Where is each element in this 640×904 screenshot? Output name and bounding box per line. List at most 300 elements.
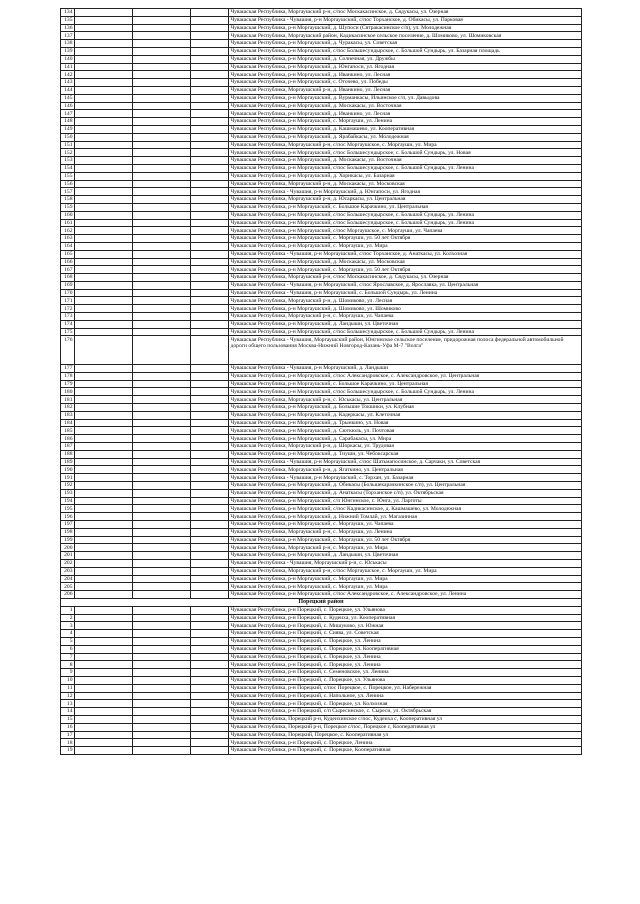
table-row [61, 55, 582, 63]
row-number-cell: 10 [61, 676, 75, 684]
cadastral-number-cell [75, 637, 133, 645]
address-cell: Чувашская Республика, Моргаушский р-н, д. Шоркасы, ул. Трудовая [229, 443, 582, 451]
cadastral-number-cell [75, 180, 133, 188]
cadastral-number-cell [133, 661, 191, 669]
table-row [61, 637, 582, 645]
table-row [61, 180, 582, 188]
cadastral-number-cell [191, 86, 229, 94]
cadastral-number-cell [191, 47, 229, 55]
table-row [61, 250, 582, 258]
row-number-cell: 134 [61, 9, 75, 17]
table-row [61, 63, 582, 71]
cadastral-number-cell [75, 427, 133, 435]
row-number-cell: 152 [61, 149, 75, 157]
cadastral-number-cell [191, 196, 229, 204]
row-number-cell: 146 [61, 102, 75, 110]
table-row [61, 305, 582, 313]
cadastral-number-cell [191, 16, 229, 24]
cadastral-number-cell [133, 443, 191, 451]
cadastral-number-cell [133, 242, 191, 250]
cadastral-number-cell [75, 118, 133, 126]
cadastral-number-cell [191, 505, 229, 513]
cadastral-number-cell [75, 606, 133, 614]
cadastral-number-cell [133, 544, 191, 552]
table-row [61, 242, 582, 250]
table-row [61, 575, 582, 583]
cadastral-number-cell [75, 102, 133, 110]
cadastral-number-cell [191, 521, 229, 529]
address-cell: Чувашская Республика, р-н Моргаушский, с/п Юнгинское, с. Юнга, ул. Ларготы [229, 497, 582, 505]
cadastral-number-cell [191, 164, 229, 172]
table-row [61, 227, 582, 235]
row-number-cell: 15 [61, 715, 75, 723]
cadastral-number-cell [133, 388, 191, 396]
cadastral-number-cell [191, 125, 229, 133]
cadastral-number-cell [133, 731, 191, 739]
address-cell: Чувашская Республика, р-н Моргаушский, д. Сарабакасы, ул. Мира [229, 435, 582, 443]
address-cell: Чувашская Республика, р-н Моргаушский, д. Сюткюль, ул. Почтовая [229, 427, 582, 435]
cadastral-number-cell [75, 567, 133, 575]
cadastral-number-cell [133, 723, 191, 731]
cadastral-number-cell [191, 9, 229, 17]
address-cell: Чувашская Республика, р-н Моргаушский, д. Вурманкасы, Ильинское с/п, ул. Давыдова [229, 94, 582, 102]
table-row [61, 739, 582, 747]
table-row [61, 258, 582, 266]
cadastral-number-cell [133, 372, 191, 380]
table-row [61, 274, 582, 282]
address-cell: Чувашская Республика, Моргаушский р-н, с/пос Моргаушское, с. Моргауши, ул. Мира [229, 567, 582, 575]
cadastral-number-cell [75, 388, 133, 396]
cadastral-number-cell [75, 274, 133, 282]
cadastral-number-cell [191, 203, 229, 211]
row-number-cell: 202 [61, 559, 75, 567]
address-cell: Чувашская Республика, р-н Моргаушский, д. Ландыши, ул. Цветочная [229, 320, 582, 328]
cadastral-number-cell [191, 544, 229, 552]
table-row [61, 396, 582, 404]
cadastral-number-cell [133, 505, 191, 513]
cadastral-number-cell [191, 715, 229, 723]
cadastral-number-cell [133, 513, 191, 521]
cadastral-number-cell [191, 731, 229, 739]
table-row [61, 427, 582, 435]
table-row [61, 118, 582, 126]
table-row [61, 71, 582, 79]
cadastral-number-cell [191, 380, 229, 388]
cadastral-number-cell [75, 661, 133, 669]
row-number-cell: 188 [61, 450, 75, 458]
cadastral-number-cell [133, 411, 191, 419]
address-cell: Чувашская Республика, р-н Моргаушский, с. Моргауши, ул. 50 лет Октября [229, 536, 582, 544]
cadastral-number-cell [191, 32, 229, 40]
cadastral-number-cell [75, 242, 133, 250]
row-number-cell: 162 [61, 227, 75, 235]
cadastral-number-cell [133, 622, 191, 630]
cadastral-number-cell [133, 458, 191, 466]
row-number-cell: 192 [61, 482, 75, 490]
cadastral-number-cell [191, 443, 229, 451]
cadastral-number-cell [75, 227, 133, 235]
cadastral-number-cell [133, 336, 191, 365]
cadastral-number-cell [75, 435, 133, 443]
cadastral-number-cell [133, 16, 191, 24]
cadastral-number-cell [191, 622, 229, 630]
row-number-cell: 159 [61, 203, 75, 211]
cadastral-number-cell [191, 591, 229, 599]
cadastral-number-cell [191, 188, 229, 196]
table-row [61, 388, 582, 396]
cadastral-number-cell [75, 474, 133, 482]
cadastral-number-cell [133, 32, 191, 40]
address-cell: Чувашская Республика, р-н Моргаушский, с. Моргауши, ул. 50 лет Октября [229, 266, 582, 274]
cadastral-number-cell [133, 24, 191, 32]
row-number-cell: 154 [61, 164, 75, 172]
row-number-cell: 13 [61, 700, 75, 708]
cadastral-number-cell [75, 614, 133, 622]
table-row [61, 536, 582, 544]
cadastral-number-cell [75, 55, 133, 63]
cadastral-number-cell [191, 575, 229, 583]
cadastral-number-cell [75, 40, 133, 48]
row-number-cell: 156 [61, 180, 75, 188]
cadastral-number-cell [75, 266, 133, 274]
table-row [61, 188, 582, 196]
row-number-cell: 169 [61, 281, 75, 289]
address-cell: Чувашская Республика, Порецкий р-н, Порецкое с/пос, Порецкое с, Кооперативная ул [229, 723, 582, 731]
address-cell: Чувашская Республика, р-н Моргаушский, д. Ярабайкасы, ул. Молодежная [229, 133, 582, 141]
cadastral-number-cell [75, 79, 133, 87]
cadastral-number-cell [191, 266, 229, 274]
cadastral-number-cell [133, 219, 191, 227]
table-row [61, 567, 582, 575]
address-cell: Чувашская Республика - Чувашия, р-н Моргаушский, с/пос Торханское, д. Обикасы, ул. Парковая [229, 16, 582, 24]
address-cell: Чувашская Республика, Моргаушский р-н, д. Юсаркасы, ул. Центральная [229, 196, 582, 204]
cadastral-number-cell [75, 305, 133, 313]
row-number-cell: 204 [61, 575, 75, 583]
address-cell: Чувашская Республика, р-н Порецкий, с/пос Порецкое, с. Порецкое, ул. Набережная [229, 684, 582, 692]
row-number-cell: 160 [61, 211, 75, 219]
cadastral-number-cell [75, 575, 133, 583]
cadastral-number-cell [75, 16, 133, 24]
table-row [61, 700, 582, 708]
cadastral-number-cell [133, 552, 191, 560]
row-number-cell: 150 [61, 133, 75, 141]
cadastral-number-cell [133, 40, 191, 48]
row-number-cell: 151 [61, 141, 75, 149]
address-cell: Чувашская Республика - Чувашия, Моргаушский р-н, с. Юськасы [229, 559, 582, 567]
table-row [61, 336, 582, 365]
cadastral-number-cell [75, 583, 133, 591]
table-row [61, 528, 582, 536]
cadastral-number-cell [75, 466, 133, 474]
cadastral-number-cell [75, 133, 133, 141]
cadastral-number-cell [191, 133, 229, 141]
cadastral-number-cell [75, 450, 133, 458]
cadastral-number-cell [133, 575, 191, 583]
cadastral-number-cell [191, 466, 229, 474]
table-row [61, 203, 582, 211]
cadastral-number-cell [133, 497, 191, 505]
cadastral-number-cell [133, 630, 191, 638]
cadastral-number-cell [191, 583, 229, 591]
row-number-cell: 165 [61, 250, 75, 258]
address-cell: Чувашская Республика, р-н Порецкий, с. Мишуково, ул. Южная [229, 622, 582, 630]
table-row [61, 125, 582, 133]
address-cell: Чувашская Республика, Моргаушский р-н, с. Моргауши, ул. Чапаева [229, 313, 582, 321]
row-number-cell: 17 [61, 731, 75, 739]
cadastral-number-cell [191, 211, 229, 219]
row-number-cell: 12 [61, 692, 75, 700]
address-cell: Чувашская Республика, р-н Моргаушский, с/пос Большесундырское, с. Большой Сундырь, ул. Ленина [229, 164, 582, 172]
section-header-row [61, 598, 582, 606]
address-cell: Чувашская Республика, р-н Моргаушский, с. Моргауши, ул. Мира [229, 583, 582, 591]
cadastral-number-cell [75, 188, 133, 196]
row-number-cell: 197 [61, 521, 75, 529]
cadastral-number-cell [75, 313, 133, 321]
cadastral-number-cell [75, 411, 133, 419]
row-number-cell: 168 [61, 274, 75, 282]
cadastral-number-cell [191, 747, 229, 755]
table-row [61, 235, 582, 243]
cadastral-number-cell [191, 536, 229, 544]
cadastral-number-cell [75, 258, 133, 266]
table-row [61, 723, 582, 731]
row-number-cell: 5 [61, 637, 75, 645]
cadastral-number-cell [191, 242, 229, 250]
cadastral-number-cell [133, 172, 191, 180]
cadastral-number-cell [75, 47, 133, 55]
address-cell: Чувашская Республика, р-н Порецкий, с. Порецкое, ул. Ульянова [229, 606, 582, 614]
cadastral-number-cell [191, 313, 229, 321]
cadastral-number-cell [75, 747, 133, 755]
row-number-cell: 191 [61, 474, 75, 482]
cadastral-number-cell [75, 731, 133, 739]
row-number-cell: 174 [61, 320, 75, 328]
cadastral-number-cell [191, 497, 229, 505]
cadastral-number-cell [133, 320, 191, 328]
cadastral-number-cell [133, 258, 191, 266]
table-row [61, 622, 582, 630]
register-table-body [61, 9, 582, 755]
row-number-cell: 193 [61, 489, 75, 497]
address-cell: Чувашская Республика, Моргаушский р-н, с. Моргауши, ул. Мира [229, 544, 582, 552]
address-cell: Чувашская Республика, р-н Моргаушский, д. Ландыши, ул. Цветочная [229, 552, 582, 560]
cadastral-number-cell [75, 297, 133, 305]
table-row [61, 157, 582, 165]
address-cell: Чувашская Республика, р-н Моргаушский, д. Анаткасы (Торханское с/п), ул. Октябрьская [229, 489, 582, 497]
address-cell: Чувашская Республика, Моргаушский р-н, д. Иванкино, ул. Лесная [229, 86, 582, 94]
address-cell: Чувашская Республика, р-н Моргаушский, д. Трынкино, ул. Новая [229, 419, 582, 427]
cadastral-number-cell [75, 559, 133, 567]
cadastral-number-cell [75, 219, 133, 227]
table-row [61, 544, 582, 552]
address-cell: Чувашская Республика, Моргаушский р-н, д. Москакасы, ул. Московская [229, 180, 582, 188]
cadastral-number-cell [75, 458, 133, 466]
cadastral-number-cell [75, 622, 133, 630]
cadastral-number-cell [133, 645, 191, 653]
address-cell: Чувашская Республика, р-н Порецкий, с. Порецкое, ул. Ленина [229, 637, 582, 645]
address-cell: Чувашская Республика, р-н Моргаушский, с/пос Большесундырское, с. Большой Сундырь, ул. Ленина [229, 211, 582, 219]
cadastral-number-cell [75, 645, 133, 653]
row-number-cell: 164 [61, 242, 75, 250]
table-row [61, 297, 582, 305]
cadastral-number-cell [75, 536, 133, 544]
address-cell: Чувашская Республика, р-н Моргаушский, с. Большое Карачкино, ул. Центральная [229, 203, 582, 211]
cadastral-number-cell [133, 157, 191, 165]
cadastral-number-cell [75, 513, 133, 521]
address-cell: Чувашская Республика, р-н Порецкий, с. Порецкое, ул. Кооперативная [229, 645, 582, 653]
cadastral-number-cell [133, 684, 191, 692]
cadastral-number-cell [133, 125, 191, 133]
cadastral-number-cell [191, 630, 229, 638]
row-number-cell: 187 [61, 443, 75, 451]
cadastral-number-cell [75, 739, 133, 747]
cadastral-number-cell [191, 645, 229, 653]
cadastral-number-cell [75, 715, 133, 723]
cadastral-number-cell [133, 110, 191, 118]
row-number-cell: 201 [61, 552, 75, 560]
address-cell: Чувашская Республика, р-н Моргаушский, с/пос Кадикасинское, д. Кашмашево, ул. Молодежная [229, 505, 582, 513]
address-cell: Чувашская Республика, р-н Моргаушский, с/пос Большесундырское, с. Большой Сундырь, ул. Ленина [229, 219, 582, 227]
cadastral-number-cell [133, 669, 191, 677]
address-cell: Чувашская Республика, р-н Моргаушский, д. Кадеркасы, ул. Клеточная [229, 411, 582, 419]
cadastral-number-cell [75, 110, 133, 118]
row-number-cell: 184 [61, 419, 75, 427]
address-cell: Чувашская Республика, р-н Моргаушский, д. Иванкино, ул. Лесная [229, 110, 582, 118]
address-cell: Чувашская Республика, Моргаушский р-н, д. Шомиково, ул. Лесная [229, 297, 582, 305]
address-cell: Чувашская Республика, Моргаушский р-н, с/пос Моргаушское, с. Моргауши, ул. Мира [229, 141, 582, 149]
table-row [61, 133, 582, 141]
cadastral-number-cell [133, 250, 191, 258]
table-row [61, 669, 582, 677]
address-cell: Чувашская Республика, р-н Порецкий, с. Порецкое, ул. Колхозная [229, 700, 582, 708]
cadastral-number-cell [133, 71, 191, 79]
cadastral-number-cell [191, 328, 229, 336]
cadastral-number-cell [75, 71, 133, 79]
cadastral-number-cell [75, 164, 133, 172]
table-row [61, 591, 582, 599]
address-cell: Чувашская Республика - Чувашия, р-н Моргаушский, с/пос Торханское, д. Анаткасы, ул. Колхозная [229, 250, 582, 258]
cadastral-number-cell [191, 404, 229, 412]
row-number-cell: 175 [61, 328, 75, 336]
row-number-cell: 16 [61, 723, 75, 731]
table-row [61, 684, 582, 692]
table-row [61, 482, 582, 490]
cadastral-number-cell [191, 141, 229, 149]
cadastral-number-cell [191, 63, 229, 71]
cadastral-number-cell [133, 427, 191, 435]
table-row [61, 266, 582, 274]
row-number-cell: 177 [61, 365, 75, 373]
cadastral-number-cell [191, 661, 229, 669]
cadastral-number-cell [75, 591, 133, 599]
row-number-cell: 163 [61, 235, 75, 243]
cadastral-number-cell [191, 219, 229, 227]
address-cell: Чувашская Республика - Чувашия, р-н Моргаушский, с. Большой Сундырь, ул. Ленина [229, 289, 582, 297]
cadastral-number-cell [191, 489, 229, 497]
cadastral-number-cell [75, 9, 133, 17]
address-cell: Чувашская Республика, р-н Моргаушский, д. Шупоси (Сятракасинское с/п), ул. Молодежная [229, 24, 582, 32]
row-number-cell: 145 [61, 94, 75, 102]
row-number-cell: 172 [61, 305, 75, 313]
row-number-cell: 171 [61, 297, 75, 305]
cadastral-number-cell [75, 24, 133, 32]
cadastral-number-cell [133, 435, 191, 443]
cadastral-number-cell [133, 365, 191, 373]
cadastral-number-cell [75, 653, 133, 661]
cadastral-number-cell [75, 203, 133, 211]
address-cell: Чувашская Республика, р-н Моргаушский, с/пос Александровское, с. Александровское, ул. Центральная [229, 372, 582, 380]
table-row [61, 435, 582, 443]
cadastral-number-cell [133, 692, 191, 700]
cadastral-number-cell [191, 653, 229, 661]
table-row [61, 715, 582, 723]
cadastral-number-cell [133, 55, 191, 63]
table-row [61, 196, 582, 204]
table-row [61, 505, 582, 513]
address-cell: Чувашская Республика, р-н Порецкий, с. Порецкое, ул. Ленина [229, 653, 582, 661]
address-cell: Чувашская Республика, р-н Моргаушский, д. Москакасы, ул. Восточная [229, 157, 582, 165]
row-number-cell: 194 [61, 497, 75, 505]
cadastral-number-cell [133, 567, 191, 575]
address-cell: Чувашская Республика, Моргаушский р-н, с. Моргауши, ул. Ленина [229, 528, 582, 536]
cadastral-number-cell [75, 419, 133, 427]
cadastral-number-cell [133, 94, 191, 102]
table-row [61, 466, 582, 474]
cadastral-number-cell [191, 552, 229, 560]
cadastral-number-cell [75, 94, 133, 102]
row-number-cell: 158 [61, 196, 75, 204]
address-cell: Чувашская Республика - Чувашия, р-н Моргаушский, д. Ландыши [229, 365, 582, 373]
address-cell: Чувашская Республика, р-н Порецкий, с. Кудеиха, ул. Кооперативная [229, 614, 582, 622]
cadastral-number-cell [191, 528, 229, 536]
row-number-cell: 136 [61, 24, 75, 32]
cadastral-number-cell [191, 180, 229, 188]
row-number-cell: 11 [61, 684, 75, 692]
table-row [61, 32, 582, 40]
table-row [61, 521, 582, 529]
cadastral-number-cell [133, 133, 191, 141]
cadastral-number-cell [133, 559, 191, 567]
address-cell: Чувашская Республика, р-н Порецкий, с. Сиява, ул. Советская [229, 630, 582, 638]
cadastral-number-cell [133, 235, 191, 243]
cadastral-number-cell [75, 336, 133, 365]
table-row [61, 419, 582, 427]
row-number-cell: 139 [61, 47, 75, 55]
cadastral-number-cell [191, 396, 229, 404]
table-row [61, 443, 582, 451]
cadastral-number-cell [75, 63, 133, 71]
address-cell: Чувашская Республика, Моргаушский р-н, д. Ягаткино, ул. Центральная [229, 466, 582, 474]
row-number-cell: 4 [61, 630, 75, 638]
cadastral-number-cell [191, 700, 229, 708]
register-table [60, 8, 582, 755]
table-row [61, 380, 582, 388]
cadastral-number-cell [191, 227, 229, 235]
address-cell: Чувашская Республика, р-н Моргаушский, д. Шомиково, ул. Шомиково [229, 305, 582, 313]
cadastral-number-cell [75, 141, 133, 149]
row-number-cell: 182 [61, 404, 75, 412]
table-row [61, 606, 582, 614]
row-number-cell: 195 [61, 505, 75, 513]
address-cell: Чувашская Республика, р-н Моргаушский, с. Большое Карачкино, ул. Центральная [229, 380, 582, 388]
cadastral-number-cell [133, 396, 191, 404]
cadastral-number-cell [191, 606, 229, 614]
address-cell: Чувашская Республика, р-н Моргаушский, с. Моргауши, ул. Мира [229, 575, 582, 583]
address-cell: Чувашская Республика, р-н Порецкий, с. Семеновское, ул. Ленина [229, 669, 582, 677]
address-cell: Чувашская Республика, р-н Моргаушский, д. Хорнкасы, ул. Базарная [229, 172, 582, 180]
cadastral-number-cell [191, 305, 229, 313]
cadastral-number-cell [191, 297, 229, 305]
